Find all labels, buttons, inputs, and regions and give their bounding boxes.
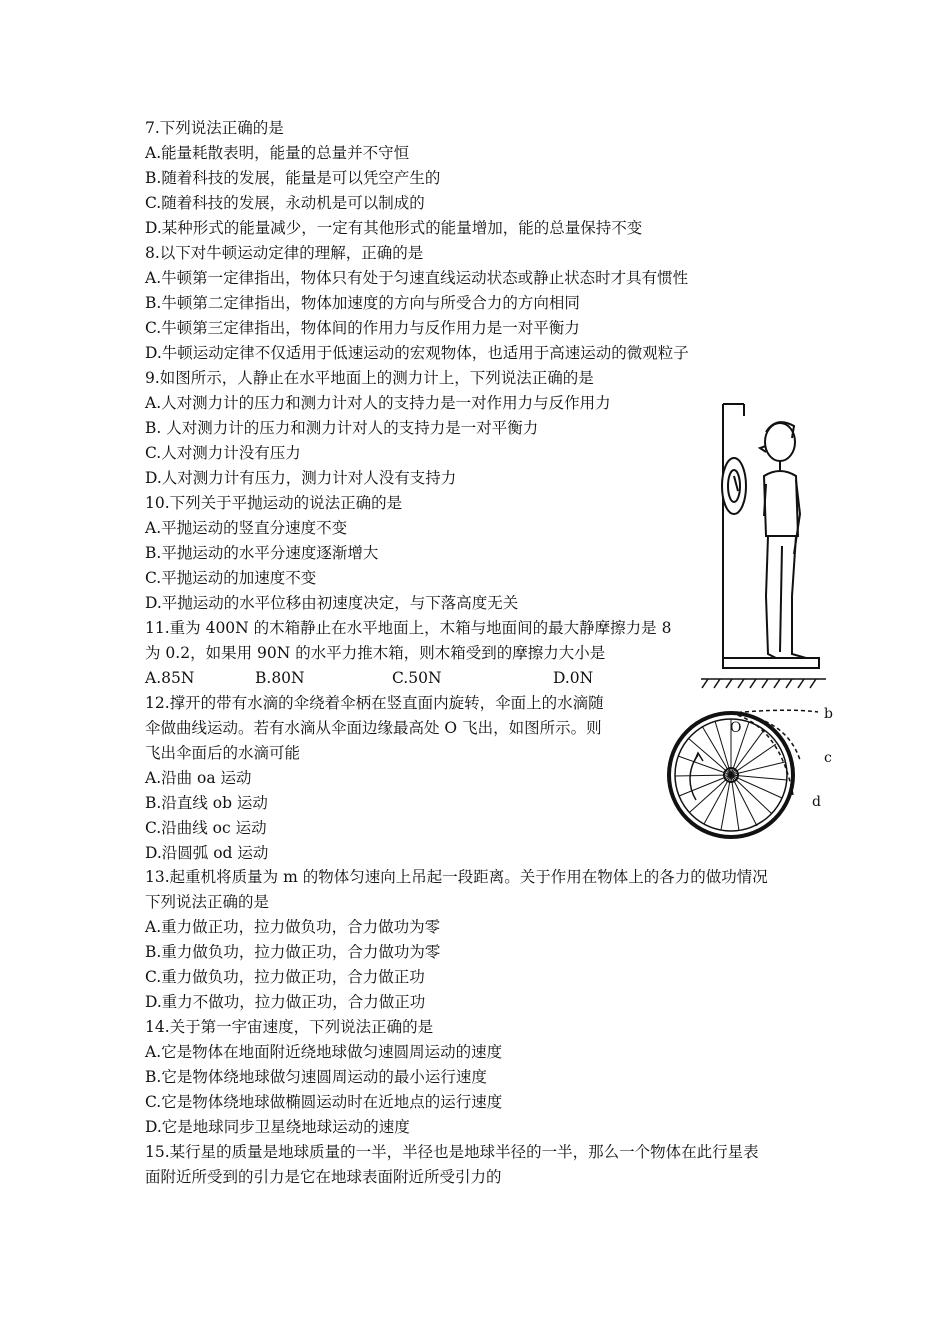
q7-option-d: D.某种形式的能量减少，一定有其他形式的能量增加，能的总量保持不变 (145, 219, 643, 237)
q13-option-c: C.重力做负功，拉力做正功，合力做正功 (145, 968, 425, 986)
scale-platform (723, 658, 819, 668)
q11-stem-line1: 11.重为 400N 的木箱静止在水平地面上，木箱与地面间的最大静摩擦力是 8 (145, 619, 672, 637)
q11-option-d: D.0N (553, 669, 594, 687)
q8-option-c: C.牛顿第三定律指出，物体间的作用力与反作用力是一对平衡力 (145, 319, 580, 337)
q9-option-b: B. 人对测力计的压力和测力计对人的支持力是一对平衡力 (145, 419, 539, 437)
q11-stem-line2: 为 0.2，如果用 90N 的水平力推木箱，则木箱受到的摩擦力大小是 (145, 644, 606, 662)
q12-option-c: C.沿曲线 oc 运动 (145, 819, 267, 837)
q10-option-d: D.平抛运动的水平位移由初速度决定，与下落高度无关 (145, 594, 519, 612)
q8-stem: 8.以下对牛顿运动定律的理解，正确的是 (145, 244, 424, 262)
q14-option-c: C.它是物体绕地球做椭圆运动时在近地点的运行速度 (145, 1093, 503, 1111)
scale-person-figure (696, 396, 926, 696)
q7-option-c: C.随着科技的发展，永动机是可以制成的 (145, 194, 425, 212)
q11-option-c: C.50N (392, 669, 442, 687)
q9-option-d: D.人对测力计有压力，测力计对人没有支持力 (145, 469, 457, 487)
q8-option-d: D.牛顿运动定律不仅适用于低速运动的宏观物体，也适用于高速运动的微观粒子 (145, 344, 689, 362)
q15-stem-line1: 15.某行星的质量是地球质量的一半，半径也是地球半径的一半，那么一个物体在此行星表 (145, 1143, 759, 1161)
q10-option-c: C.平抛运动的加速度不变 (145, 569, 317, 587)
q14-option-b: B.它是物体绕地球做匀速圆周运动的最小运行速度 (145, 1068, 487, 1086)
q14-stem: 14.关于第一宇宙速度，下列说法正确的是 (145, 1018, 434, 1036)
q12-stem-line3: 飞出伞面后的水滴可能 (145, 744, 301, 762)
q9-option-c: C.人对测力计没有压力 (145, 444, 301, 462)
q13-option-a: A.重力做正功，拉力做负功，合力做功为零 (145, 918, 441, 936)
q11-option-b: B.80N (255, 669, 305, 687)
q14-option-a: A.它是物体在地面附近绕地球做匀速圆周运动的速度 (145, 1043, 503, 1061)
label-c: c (824, 750, 832, 766)
q8-option-b: B.牛顿第二定律指出，物体加速度的方向与所受合力的方向相同 (145, 294, 580, 312)
label-d: d (812, 794, 821, 810)
q7-stem: 7.下列说法正确的是 (145, 119, 284, 137)
q13-stem-line1: 13.起重机将质量为 m 的物体匀速向上吊起一段距离。关于作用在物体上的各力的做功情况 (145, 868, 768, 886)
q12-stem-line1: 12.撑开的带有水滴的伞绕着伞柄在竖直面内旋转，伞面上的水滴随 (145, 694, 604, 712)
umbrella-wheel-figure (668, 700, 858, 850)
label-b: b (824, 706, 833, 722)
person-torso (764, 471, 798, 536)
q13-stem-line2: 下列说法正确的是 (145, 893, 270, 911)
q7-option-b: B.随着科技的发展，能量是可以凭空产生的 (145, 169, 441, 187)
q11-option-a: A.85N (145, 669, 195, 687)
q12-option-b: B.沿直线 ob 运动 (145, 794, 268, 812)
q7-option-a: A.能量耗散表明，能量的总量并不守恒 (145, 144, 410, 162)
scale-dial-icon (722, 458, 746, 514)
figure-background (696, 396, 926, 696)
q12-option-d: D.沿圆弧 od 运动 (145, 844, 269, 862)
label-o: O (730, 720, 742, 736)
q8-option-a: A.牛顿第一定律指出，物体只有处于匀速直线运动状态或静止状态时才具有惯性 (145, 269, 689, 287)
q15-stem-line2: 面附近所受到的引力是它在地球表面附近所受引力的 (145, 1168, 502, 1186)
rotation-arrowhead (694, 753, 703, 762)
q14-option-d: D.它是地球同步卫星绕地球运动的速度 (145, 1118, 410, 1136)
q9-stem: 9.如图所示，人静止在水平地面上的测力计上，下列说法正确的是 (145, 369, 594, 387)
q13-option-b: B.重力做负功，拉力做正功，合力做功为零 (145, 943, 441, 961)
q9-option-a: A.人对测力计的压力和测力计对人的支持力是一对作用力与反作用力 (145, 394, 611, 412)
q13-option-d: D.重力不做功，拉力做正功，合力做正功 (145, 993, 426, 1011)
q10-option-b: B.平抛运动的水平分速度逐渐增大 (145, 544, 379, 562)
q12-stem-line2: 伞做曲线运动。若有水滴从伞面边缘最高处 O 飞出，如图所示。则 (145, 719, 602, 737)
q12-option-a: A.沿曲 oa 运动 (145, 769, 252, 787)
q10-stem: 10.下列关于平抛运动的说法正确的是 (145, 494, 403, 512)
q10-option-a: A.平抛运动的竖直分速度不变 (145, 519, 348, 537)
